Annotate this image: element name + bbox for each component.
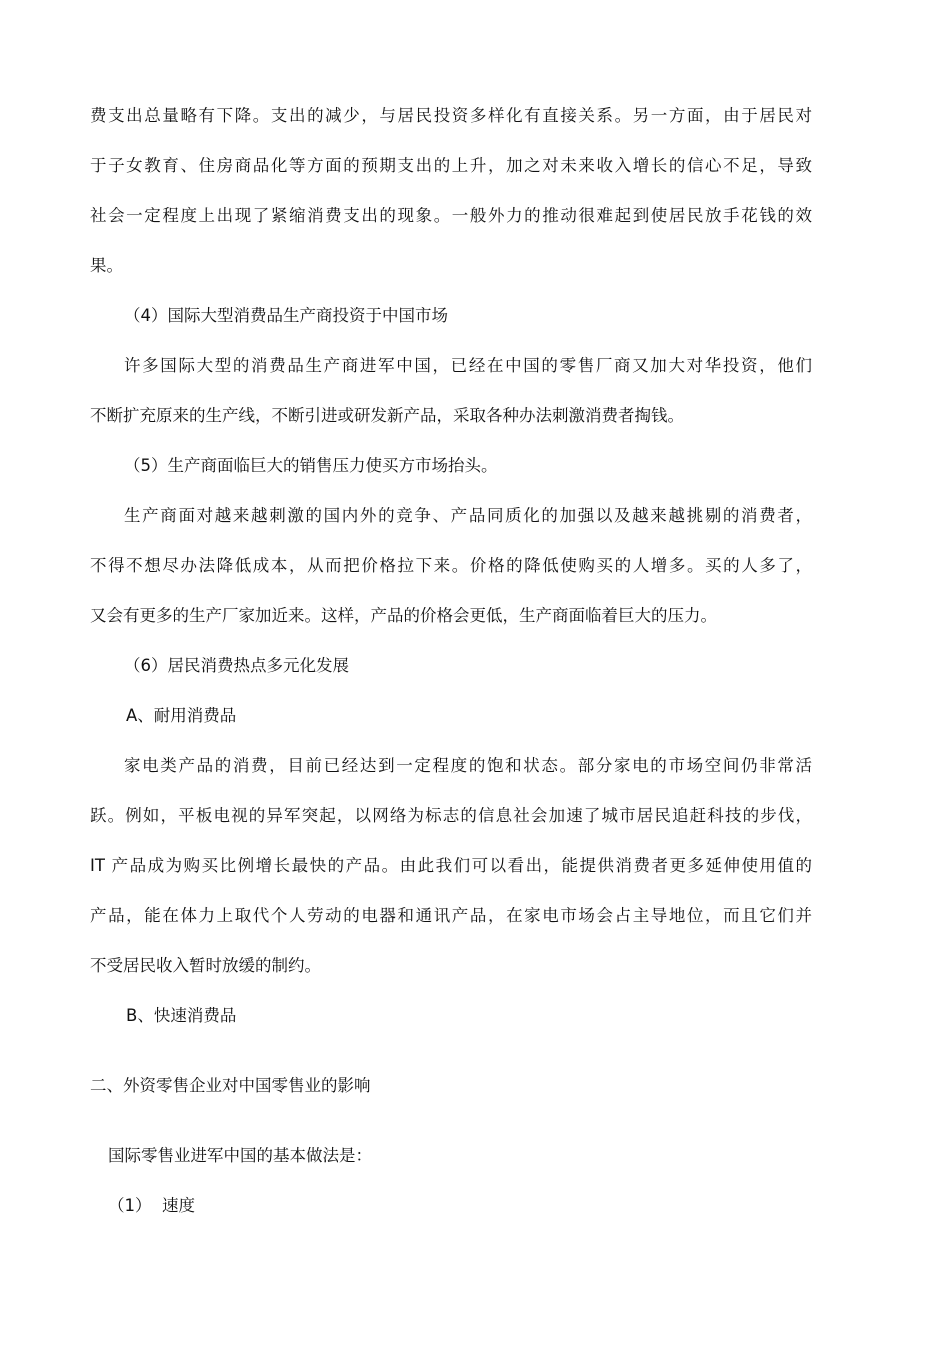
section-heading: （6）居民消费热点多元化发展 (124, 656, 349, 675)
subsection-heading: B、快速消费品 (126, 1006, 237, 1025)
paragraph-line: 果。 (90, 256, 123, 275)
paragraph-line: 许多国际大型的消费品生产商进军中国，已经在中国的零售厂商又加大对华投资，他们 (124, 356, 812, 375)
list-item: （1） 速度 (108, 1196, 195, 1215)
paragraph-line: 不得不想尽办法降低成本，从而把价格拉下来。价格的降低使购买的人增多。买的人多了， (90, 556, 812, 575)
subsection-heading: A、耐用消费品 (126, 706, 237, 725)
paragraph-line: 又会有更多的生产厂家加近来。这样，产品的价格会更低，生产商面临着巨大的压力。 (90, 606, 717, 625)
section-heading: （4）国际大型消费品生产商投资于中国市场 (124, 306, 448, 325)
paragraph-line: 国际零售业进军中国的基本做法是： (108, 1146, 372, 1165)
chapter-heading: 二、外资零售企业对中国零售业的影响 (90, 1076, 371, 1095)
section-heading: （5）生产商面临巨大的销售压力使买方市场抬头。 (124, 456, 498, 475)
paragraph-line: 家电类产品的消费，目前已经达到一定程度的饱和状态。部分家电的市场空间仍非常活 (124, 756, 812, 775)
paragraph-line: 费支出总量略有下降。支出的减少，与居民投资多样化有直接关系。另一方面，由于居民对 (90, 106, 812, 125)
paragraph-line: 社会一定程度上出现了紧缩消费支出的现象。一般外力的推动很难起到使居民放手花钱的效 (90, 206, 812, 225)
paragraph-line: 于子女教育、住房商品化等方面的预期支出的上升，加之对未来收入增长的信心不足，导致 (90, 156, 812, 175)
paragraph-line: 产品，能在体力上取代个人劳动的电器和通讯产品，在家电市场会占主导地位，而且它们并 (90, 906, 812, 925)
paragraph-line: 生产商面对越来越刺激的国内外的竞争、产品同质化的加强以及越来越挑剔的消费者， (124, 506, 812, 525)
paragraph-line: 不受居民收入暂时放缓的制约。 (90, 956, 321, 975)
paragraph-line: 跃。例如，平板电视的异军突起，以网络为标志的信息社会加速了城市居民追赶科技的步伐， (90, 806, 812, 825)
paragraph-line: 不断扩充原来的生产线，不断引进或研发新产品，采取各种办法刺激消费者掏钱。 (90, 406, 684, 425)
paragraph-line: IT 产品成为购买比例增长最快的产品。由此我们可以看出，能提供消费者更多延伸使用值的 (90, 856, 812, 875)
